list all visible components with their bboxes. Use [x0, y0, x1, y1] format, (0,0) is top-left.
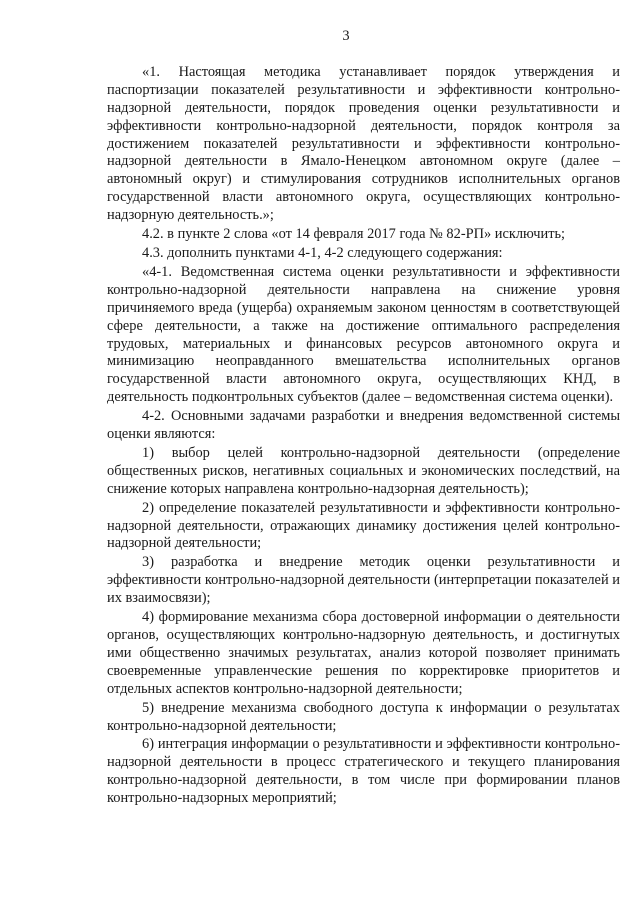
list-item-task-5: 5) внедрение механизма свободного доступа к информации о результатах контрольно-надзорной деятельности;	[107, 699, 620, 734]
paragraph-4-2-tasks-intro: 4-2. Основными задачами разработки и внедрения ведомственной системы оценки являются:	[107, 408, 620, 443]
list-item-task-4: 4) формирование механизма сбора достоверной информации о деятельности органов, осуществляющих контрольно-надзорную деятельность, и достигнутых ими общественно значимых результатах, анализ которой позволяет принимать своевременные управленческие решения по корректировке приоритетов и отдельных аспектов контрольно-надзорной деятельности;	[107, 609, 620, 697]
paragraph-4-1-evaluation-system: «4-1. Ведомственная система оценки результативности и эффективности контрольно-надзорной деятельности направлена на снижение уровня причиняемого вреда (ущерба) охраняемым законом ценностям в соответствующей сфере деятельности, а также на достижение оптимального распределения трудовых, материальных и финансовых ресурсов автономного округа и минимизацию неоправданного вмешательства исполнительных органов государственной власти автономного округа, осуществляющих КНД, в деятельность подконтрольных субъектов (далее – ведомственная система оценки).	[107, 263, 620, 406]
list-item-task-3: 3) разработка и внедрение методик оценки результативности и эффективности контрольно-надзорной деятельности (интерпретации показателей и их взаимосвязи);	[107, 554, 620, 607]
list-item-task-6: 6) интеграция информации о результативности и эффективности контрольно-надзорной деятельности в процесс стратегического и текущего планирования контрольно-надзорной деятельности, в том числе при формировании планов контрольно-надзорных мероприятий;	[107, 736, 620, 807]
paragraph-4-3-addition: 4.3. дополнить пунктами 4-1, 4-2 следующего содержания:	[142, 244, 503, 261]
list-item-task-1: 1) выбор целей контрольно-надзорной деятельности (определение общественных рисков, негативных социальных и экономических последствий, на снижение которых направлена контрольно-надзорная деятельность);	[107, 444, 620, 497]
page-number: 3	[342, 28, 350, 44]
paragraph-methodology-purpose: «1. Настоящая методика устанавливает порядок утверждения и паспортизации показателей результативности и эффективности контрольно-надзорной деятельности, порядок проведения оценки результативности и эффективности контрольно-надзорной деятельности, порядок контроля за достижением показателей результативности и эффективности контрольно-надзорной деятельности в Ямало-Ненецком автономном округе (далее – автономный округ) и стимулирования сотрудников исполнительных органов государственной власти автономного округа, осуществляющих контрольно-надзорную деятельность.»;	[107, 63, 620, 224]
list-item-task-2: 2) определение показателей результативности и эффективности контрольно-надзорной деятельности, отражающих динамику достижения целей контрольно-надзорной деятельности;	[107, 499, 620, 552]
paragraph-4-2-exclusion: 4.2. в пункте 2 слова «от 14 февраля 2017 года № 82-РП» исключить;	[142, 226, 566, 243]
